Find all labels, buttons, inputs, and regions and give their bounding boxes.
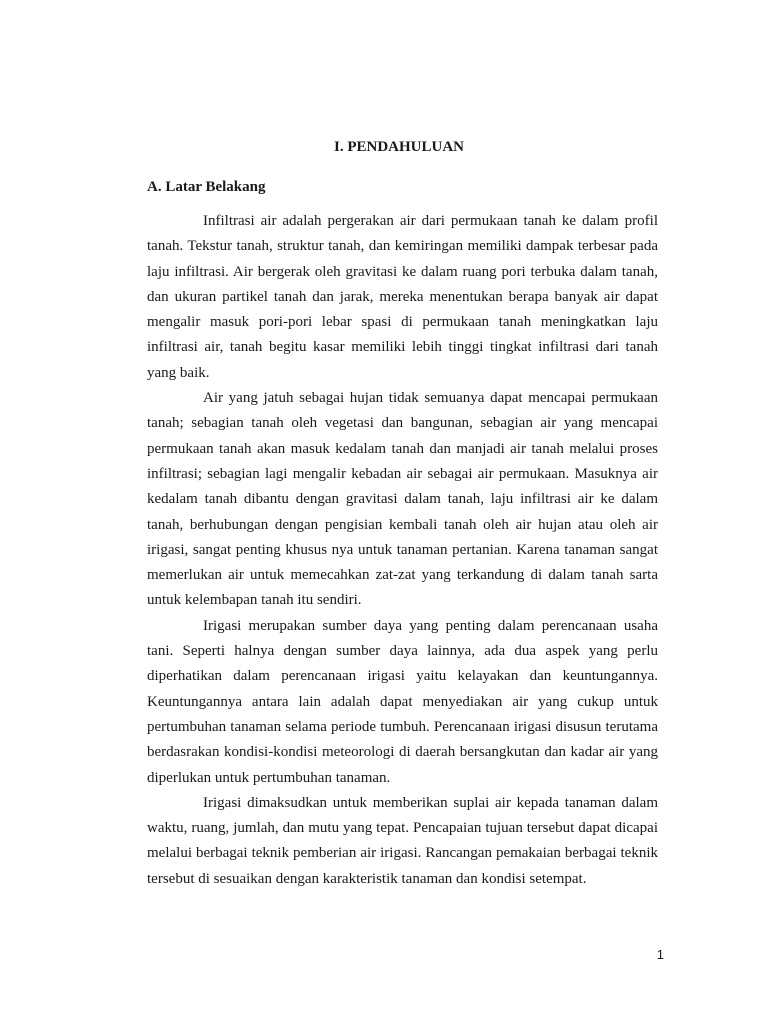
paragraph: Air yang jatuh sebagai hujan tidak semuanya dapat mencapai permukaan tanah; sebagian tanah oleh vegetasi dan bangunan, sebagian air yang mencapai permukaan tanah akan masuk kedalam tanah dan manjadi air tanah melalui proses infiltrasi; sebagian lagi mengalir kebadan air sebagai air permukaan. Masuknya air kedalam tanah dibantu dengan gravitasi dalam tanah, laju infiltrasi air ke dalam tanah, berhubungan dengan pengisian kembali tanah oleh air hujan atau oleh air irigasi, sangat penting khusus nya untuk tanaman pertanian. Karena tanaman sangat memerlukan air untuk memecahkan zat-zat yang terkandung di dalam tanah sarta untuk kelembapan tanah itu sendiri.	[147, 390, 658, 609]
paragraph: Irigasi dimaksudkan untuk memberikan suplai air kepada tanaman dalam waktu, ruang, jumlah, dan mutu yang tepat. Pencapaian tujuan tersebut dapat dicapai melalui berbagai teknik pemberian air irigasi. Rancangan pemakaian berbagai teknik tersebut di sesuaikan dengan karakteristik tanaman dan kondisi setempat.	[147, 794, 658, 887]
paragraph: Infiltrasi air adalah pergerakan air dari permukaan tanah ke dalam profil tanah. Tekstur tanah, struktur tanah, dan kemiringan memiliki dampak terbesar pada laju infiltrasi. Air bergerak oleh gravitasi ke dalam ruang pori terbuka dalam tanah, dan ukuran partikel tanah dan jarak, mereka menentukan berapa banyak air dapat mengalir masuk pori-pori lebar spasi di permukaan tanah meningkatkan laju infiltrasi air, tanah begitu kasar memiliki lebih tinggi tingkat infiltrasi dari tanah yang baik.	[147, 213, 658, 381]
body-text	[147, 209, 658, 892]
chapter-title: I. PENDAHULUAN	[333, 139, 464, 155]
section-heading: A. Latar Belakang	[147, 179, 266, 195]
paragraph: Irigasi merupakan sumber daya yang penting dalam perencanaan usaha tani. Seperti halnya dengan sumber daya lainnya, ada dua aspek yang perlu diperhatikan dalam perencanaan irigasi yaitu kelayakan dan keuntungannya. Keuntungannya antara lain adalah dapat menyediakan air yang cukup untuk pertumbuhan tanaman selama periode tumbuh. Perencanaan irigasi disusun terutama berdasrakan kondisi-kondisi meteorologi di daerah bersangkutan dan kadar air yang diperlukan untuk pertumbuhan tanaman.	[147, 617, 658, 786]
page-number: 1	[656, 947, 664, 962]
